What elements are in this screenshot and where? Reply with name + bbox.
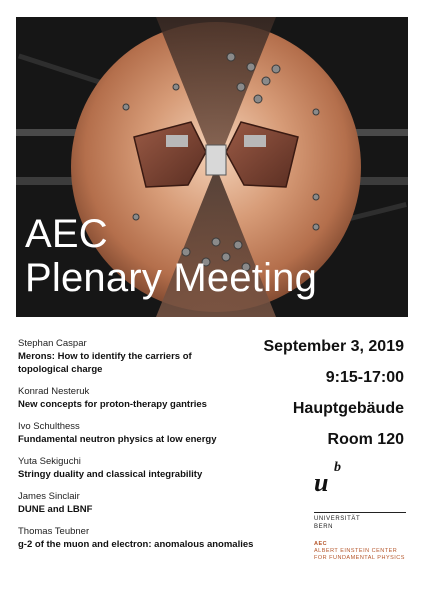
talk-speaker: Thomas Teubner — [18, 526, 90, 537]
event-room: Room 120 — [327, 431, 404, 448]
talk-item — [18, 455, 268, 481]
talk-list — [18, 337, 268, 560]
talk-title: g-2 of the muon and electron: anomalous anomalies — [18, 539, 254, 550]
aec-heading: AEC — [314, 541, 328, 547]
talk-speaker: Yuta Sekiguchi — [18, 456, 81, 467]
university-name-line2: BERN — [314, 524, 334, 530]
logo-b: b — [334, 460, 341, 475]
talk-title: New concepts for proton-therapy gantries — [18, 399, 207, 410]
talk-title: Stringy duality and classical integrability — [18, 469, 203, 480]
talk-title: DUNE and LBNF — [18, 504, 93, 515]
hero-photo — [16, 17, 408, 317]
university-logo — [314, 462, 410, 562]
aec-line1: ALBERT EINSTEIN CENTER — [314, 548, 398, 554]
logo-divider — [314, 512, 406, 513]
talk-item — [18, 385, 268, 411]
event-title — [25, 212, 317, 300]
talk-title: Merons: How to identify the carriers of — [18, 351, 192, 362]
event-title-line2: Plenary Meeting — [25, 256, 318, 300]
ub-logo-mark — [314, 462, 410, 500]
university-name-line1: UNIVERSITÄT — [314, 516, 361, 522]
talk-item — [18, 420, 268, 446]
event-title-line1: AEC — [25, 212, 108, 256]
event-time: 9:15-17:00 — [325, 369, 404, 386]
talk-item — [18, 490, 268, 516]
aec-line2: FOR FUNDAMENTAL PHYSICS — [314, 555, 405, 561]
university-name — [314, 515, 410, 531]
event-date: September 3, 2019 — [263, 338, 404, 355]
talk-item — [18, 525, 268, 551]
talk-title-cont: topological charge — [18, 364, 103, 375]
talk-speaker: Stephan Caspar — [18, 338, 87, 349]
talk-speaker: Konrad Nesteruk — [18, 386, 90, 397]
event-building: Hauptgebäude — [292, 400, 404, 417]
talk-speaker: Ivo Schulthess — [18, 421, 80, 432]
event-info — [244, 337, 404, 450]
logo-u: u — [314, 468, 329, 497]
talk-title: Fundamental neutron physics at low energy — [18, 434, 217, 445]
talk-item — [18, 337, 268, 376]
talk-speaker: James Sinclair — [18, 491, 80, 502]
aec-center-name — [314, 541, 410, 562]
